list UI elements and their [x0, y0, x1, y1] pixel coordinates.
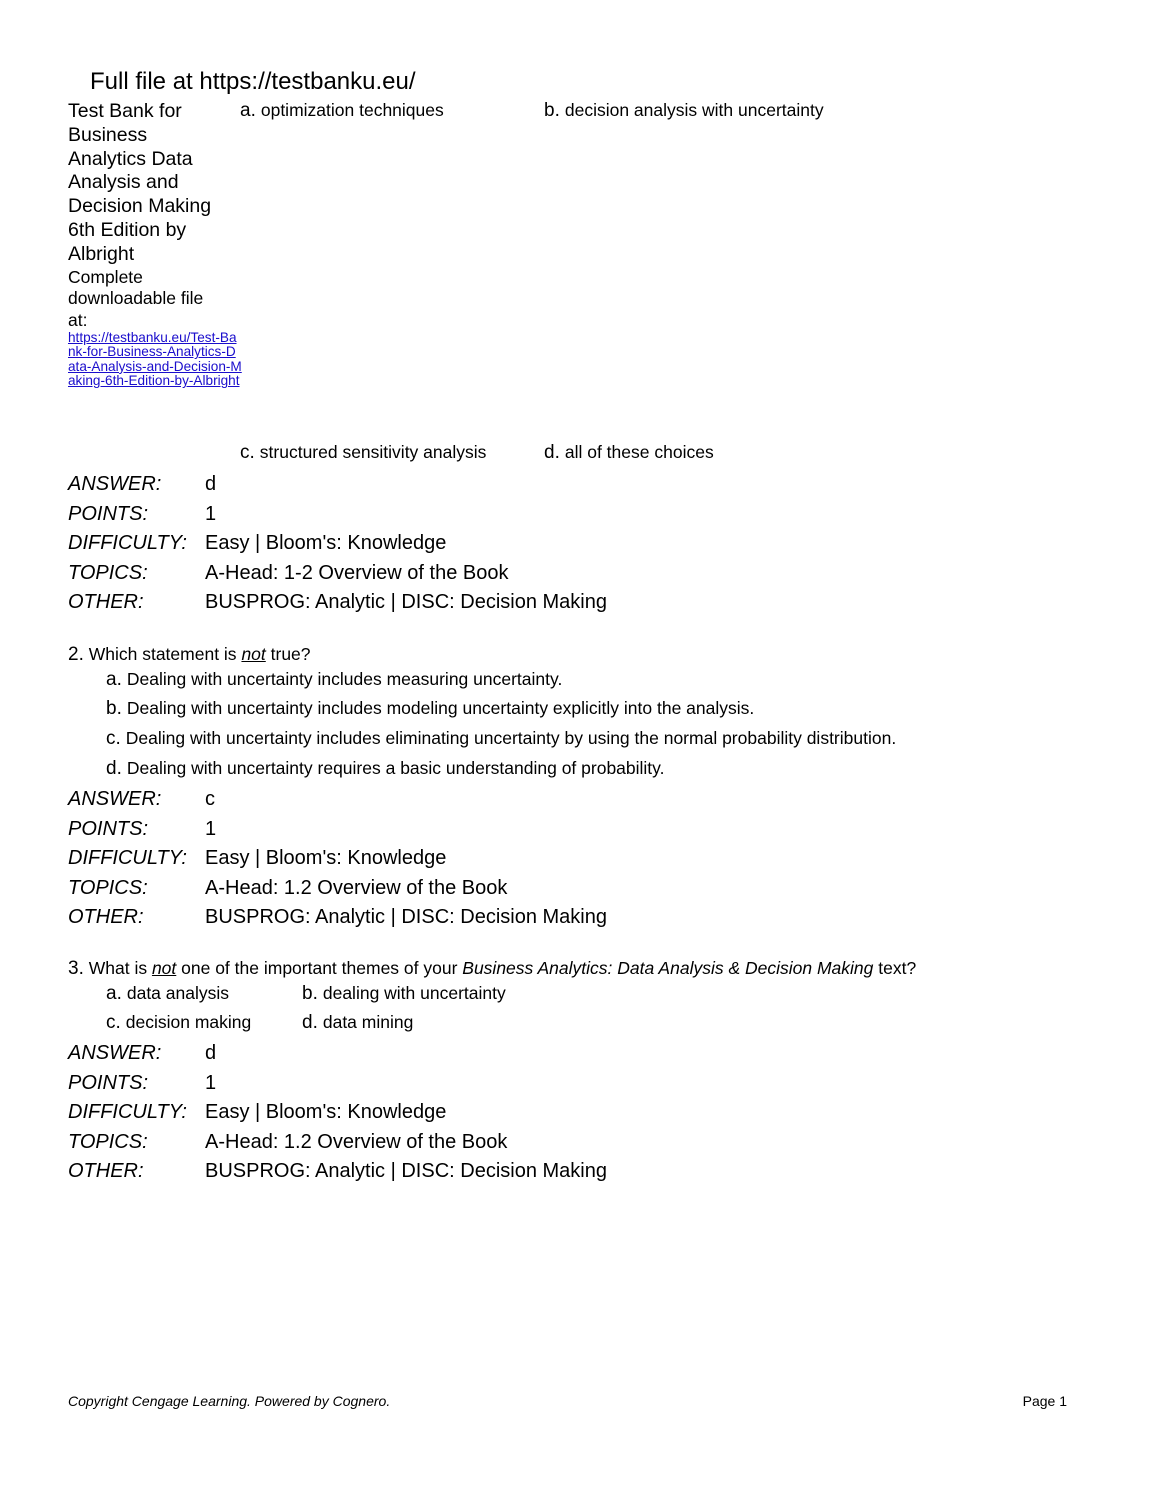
title-line: 6th Edition by — [68, 218, 187, 241]
option-text: decision making — [125, 1012, 252, 1032]
q3-option-b — [302, 983, 506, 1005]
q2-option-c — [106, 728, 896, 750]
option-letter: a. — [240, 100, 256, 121]
option-letter: d. — [302, 1012, 318, 1033]
metadata-label: OTHER: — [68, 906, 144, 929]
stem-text: one of the important themes of your — [176, 958, 463, 978]
metadata-label: POINTS: — [68, 502, 149, 525]
option-text: decision analysis with uncertainty — [564, 100, 824, 120]
q1-option-d — [544, 442, 714, 464]
q2-option-b — [106, 698, 754, 720]
q3-stem — [68, 958, 916, 980]
option-text: Dealing with uncertainty includes eliminating uncertainty by using the normal probability distribution. — [125, 728, 897, 748]
metadata-label: POINTS: — [68, 817, 149, 840]
q3-option-a — [106, 983, 229, 1005]
metadata-label: POINTS: — [68, 1071, 149, 1094]
q1-option-b — [544, 100, 824, 122]
stem-emphasis: not — [151, 958, 177, 978]
title-line: Decision Making — [68, 195, 212, 218]
book-title: Business Analytics: Data Analysis & Decision Making — [462, 958, 874, 978]
metadata-label: DIFFICULTY: — [68, 1101, 187, 1124]
metadata-label: DIFFICULTY: — [68, 847, 187, 870]
footer-copyright: Copyright Cengage Learning. Powered by Cognero. — [68, 1393, 391, 1409]
option-letter: b. — [106, 698, 122, 719]
metadata-value: c — [205, 788, 215, 810]
option-letter: d. — [106, 758, 122, 779]
metadata-value: Easy | Bloom's: Knowledge — [205, 532, 447, 555]
q3-option-d — [302, 1012, 413, 1034]
header-banner: Full file at https://testbanku.eu/ — [90, 68, 416, 95]
metadata-label: OTHER: — [68, 591, 144, 614]
option-letter: d. — [544, 442, 560, 463]
download-link[interactable]: https://testbanku.eu/Test-Bank-for-Business-Analytics-Data-Analysis-and-Decision-Making-6th-Edition-by-Albright — [68, 330, 242, 389]
option-letter: c. — [106, 1012, 121, 1033]
title-line: Albright — [68, 242, 135, 265]
metadata-value: BUSPROG: Analytic | DISC: Decision Making — [205, 591, 607, 614]
q1-option-a — [240, 100, 444, 122]
q3-option-c — [106, 1012, 251, 1034]
option-text: Dealing with uncertainty includes measuring uncertainty. — [126, 669, 563, 689]
metadata-label: ANSWER: — [68, 473, 162, 495]
q2-option-d — [106, 758, 664, 780]
metadata-label: TOPICS: — [68, 561, 148, 584]
metadata-label: TOPICS: — [68, 876, 148, 899]
metadata-value: A-Head: 1.2 Overview of the Book — [205, 876, 508, 899]
title-line: Business — [68, 123, 148, 146]
metadata-value: d — [205, 1042, 217, 1064]
stem-emphasis: not — [241, 644, 266, 664]
option-letter: c. — [106, 728, 121, 749]
question-number: 2. — [68, 644, 84, 665]
complete-line: downloadable file — [68, 288, 204, 309]
option-letter: a. — [106, 669, 122, 690]
page-number: Page 1 — [1022, 1393, 1067, 1409]
option-letter: b. — [544, 100, 560, 121]
option-letter: b. — [302, 983, 318, 1004]
title-line: Analysis and — [68, 171, 179, 194]
metadata-value: Easy | Bloom's: Knowledge — [205, 847, 447, 870]
option-text: optimization techniques — [260, 100, 444, 120]
sidebar-title — [68, 100, 243, 389]
stem-text: true? — [265, 644, 311, 664]
metadata-value: Easy | Bloom's: Knowledge — [205, 1101, 447, 1124]
q1-option-c — [240, 442, 486, 464]
option-text: Dealing with uncertainty requires a basic understanding of probability. — [126, 758, 665, 778]
question-number: 3. — [68, 958, 84, 979]
option-text: structured sensitivity analysis — [259, 442, 487, 462]
metadata-value: A-Head: 1.2 Overview of the Book — [205, 1130, 508, 1153]
q2-option-a — [106, 669, 562, 691]
metadata-label: ANSWER: — [68, 1042, 162, 1064]
q2-stem — [68, 644, 311, 666]
metadata-value: 1 — [205, 817, 217, 840]
complete-line: at: — [68, 309, 88, 330]
option-text: all of these choices — [564, 442, 714, 462]
metadata-value: BUSPROG: Analytic | DISC: Decision Making — [205, 906, 607, 929]
option-text: Dealing with uncertainty includes modeling uncertainty explicitly into the analysis. — [126, 698, 755, 718]
metadata-label: ANSWER: — [68, 788, 162, 810]
option-text: data analysis — [126, 983, 230, 1003]
stem-text: Which statement is — [88, 644, 242, 664]
title-line: Test Bank for — [68, 100, 182, 122]
option-letter: c. — [240, 442, 255, 463]
option-text: dealing with uncertainty — [322, 983, 506, 1003]
metadata-value: A-Head: 1-2 Overview of the Book — [205, 561, 509, 584]
metadata-value: 1 — [205, 1071, 217, 1094]
metadata-label: TOPICS: — [68, 1130, 148, 1153]
stem-text: text? — [873, 958, 917, 978]
metadata-label: OTHER: — [68, 1160, 144, 1183]
metadata-label: DIFFICULTY: — [68, 532, 187, 555]
metadata-value: 1 — [205, 502, 217, 525]
title-line: Analytics Data — [68, 147, 193, 170]
stem-text: What is — [88, 958, 152, 978]
complete-line: Complete — [68, 266, 143, 287]
metadata-value: d — [205, 473, 217, 495]
option-text: data mining — [322, 1012, 414, 1032]
metadata-value: BUSPROG: Analytic | DISC: Decision Making — [205, 1160, 607, 1183]
option-letter: a. — [106, 983, 122, 1004]
